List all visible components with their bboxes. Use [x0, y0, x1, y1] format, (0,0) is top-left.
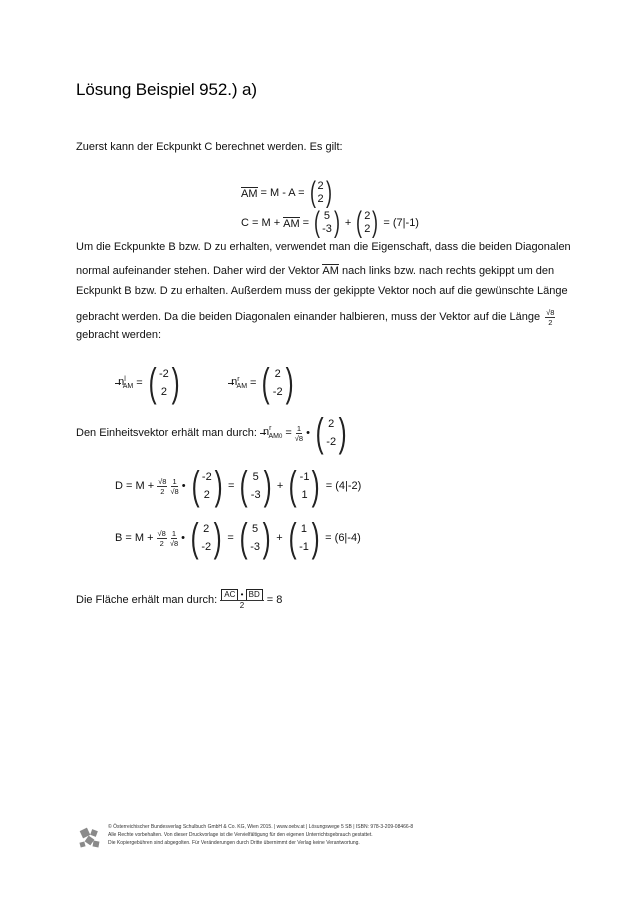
paragraph-line-3: Eckpunkt B bzw. D zu erhalten. Außerdem muss der gekippte Vektor noch auf die gewünschte Länge — [76, 285, 568, 297]
publisher-logo-icon — [78, 827, 102, 851]
equation-am — [241, 178, 334, 208]
equation-b: B = M + $\frac{√8}{2}$ $\frac{1}{√8}$ • ( 2 -2 ) = ( 5 -3 ) + ( 1 -1 ) = (6|-4) — [115, 516, 361, 560]
fraction-sqrt8-over-2: $\frac{√8}{2}$ — [158, 476, 167, 496]
equation-c — [241, 208, 419, 238]
fraction-area: $\frac{AC • BD}{2}$ — [220, 589, 264, 611]
equation-n-left: $n^l_{AM}$ = ( -2 2 ) — [115, 363, 182, 403]
fraction-sqrt8-over-2: $\frac{√8}{2}$ — [546, 308, 555, 327]
matrix-n-right: ( 2 -2 ) — [262, 361, 294, 405]
equation-n-right: $n^r_{AM}$ = ( 2 -2 ) — [228, 363, 296, 403]
matrix-unit: ( 2 -2 ) — [315, 411, 347, 455]
matrix-n-left: ( -2 2 ) — [148, 361, 180, 405]
matrix-d2: ( 5 -3 ) — [240, 464, 272, 508]
matrix-am: ( 2 2 ) — [309, 176, 332, 209]
fraction-1-over-sqrt8: $\frac{1}{√8}$ — [169, 528, 179, 548]
vector-n-left: $n^l_{AM}$ — [115, 374, 133, 393]
equals-sign: = — [302, 216, 310, 229]
matrix-c1: ( 5 -3 ) — [314, 206, 340, 239]
vector-n-right: $n^r_{AM}$ — [228, 374, 247, 393]
equation-d: D = M + $\frac{√8}{2}$ $\frac{1}{√8}$ • ( -2 2 ) = ( 5 -3 ) + ( -1 1 ) = (4|-2) — [115, 464, 362, 508]
page-title: Lösung Beispiel 952.) a) — [76, 80, 257, 99]
matrix-d1: ( -2 2 ) — [191, 464, 223, 508]
footer-line-3: Die Kopiergebühren sind abgegolten. Für Veränderungen durch Dritte übernimmt der Verlag keine Verantwortung. — [108, 840, 360, 846]
plus-sign: + — [344, 216, 352, 229]
equation-area: Die Fläche erhält man durch: $\frac{AC • BD}{2}$ = 8 — [76, 590, 283, 610]
norm-bd: BD — [246, 589, 263, 600]
matrix-b3: ( 1 -1 ) — [288, 516, 320, 560]
matrix-b2: ( 5 -3 ) — [239, 516, 271, 560]
footer-line-1: © Österreichischer Bundesverlag Schulbuch GmbH & Co. KG, Wien 2015. | www.oebv.at | Lösungswege 5 SB | ISBN: 978-3-209-08466-8 — [108, 824, 414, 830]
vector-am: AM — [283, 217, 300, 230]
norm-ac: AC — [221, 589, 238, 600]
equation-c-lhs: C = M + — [241, 216, 281, 229]
matrix-c2: ( 2 2 ) — [356, 206, 379, 239]
paragraph-line-4: gebracht werden. Da die beiden Diagonalen einander halbieren, muss der Vektor auf die Länge $\frac{√8}{2}$ — [76, 308, 555, 327]
equation-c-result: = (7|-1) — [383, 216, 419, 229]
fraction-1-over-sqrt8: $\frac{1}{√8}$ — [294, 423, 304, 443]
equation-am-middle: = M - A = — [260, 186, 305, 199]
area-label: Die Fläche erhält man durch: — [76, 593, 218, 606]
vector-am: AM — [322, 265, 339, 277]
equation-unit-vector: Den Einheitsvektor erhält man durch: $n^r_{AM0}$ = $\frac{1}{√8}$ • ( 2 -2 ) — [76, 413, 349, 453]
vector-am: AM — [241, 187, 258, 200]
vector-n-unit: $n^r_{AM0}$ — [260, 423, 282, 443]
footer-line-2: Alle Rechte vorbehalten. Von dieser Druckvorlage ist die Vervielfältigung für den eigenen Unterrichtsgebrauch gestattet. — [108, 832, 373, 838]
intro-text: Zuerst kann der Eckpunkt C berechnet werden. Es gilt: — [76, 141, 343, 153]
unit-vector-label: Den Einheitsvektor erhält man durch: — [76, 426, 257, 439]
matrix-d3: ( -1 1 ) — [288, 464, 321, 508]
fraction-sqrt8-over-2: $\frac{√8}{2}$ — [157, 528, 166, 548]
fraction-1-over-sqrt8: $\frac{1}{√8}$ — [170, 476, 179, 496]
paragraph-line-1: Um die Eckpunkte B bzw. D zu erhalten, verwendet man die Eigenschaft, dass die beiden Diagonalen — [76, 241, 571, 253]
matrix-b1: ( 2 -2 ) — [190, 516, 222, 560]
paragraph-line-2: normal aufeinander stehen. Daher wird der Vektor AM nach links bzw. nach rechts gekippt um den — [76, 265, 555, 277]
paragraph-line-5: gebracht werden: — [76, 329, 161, 341]
